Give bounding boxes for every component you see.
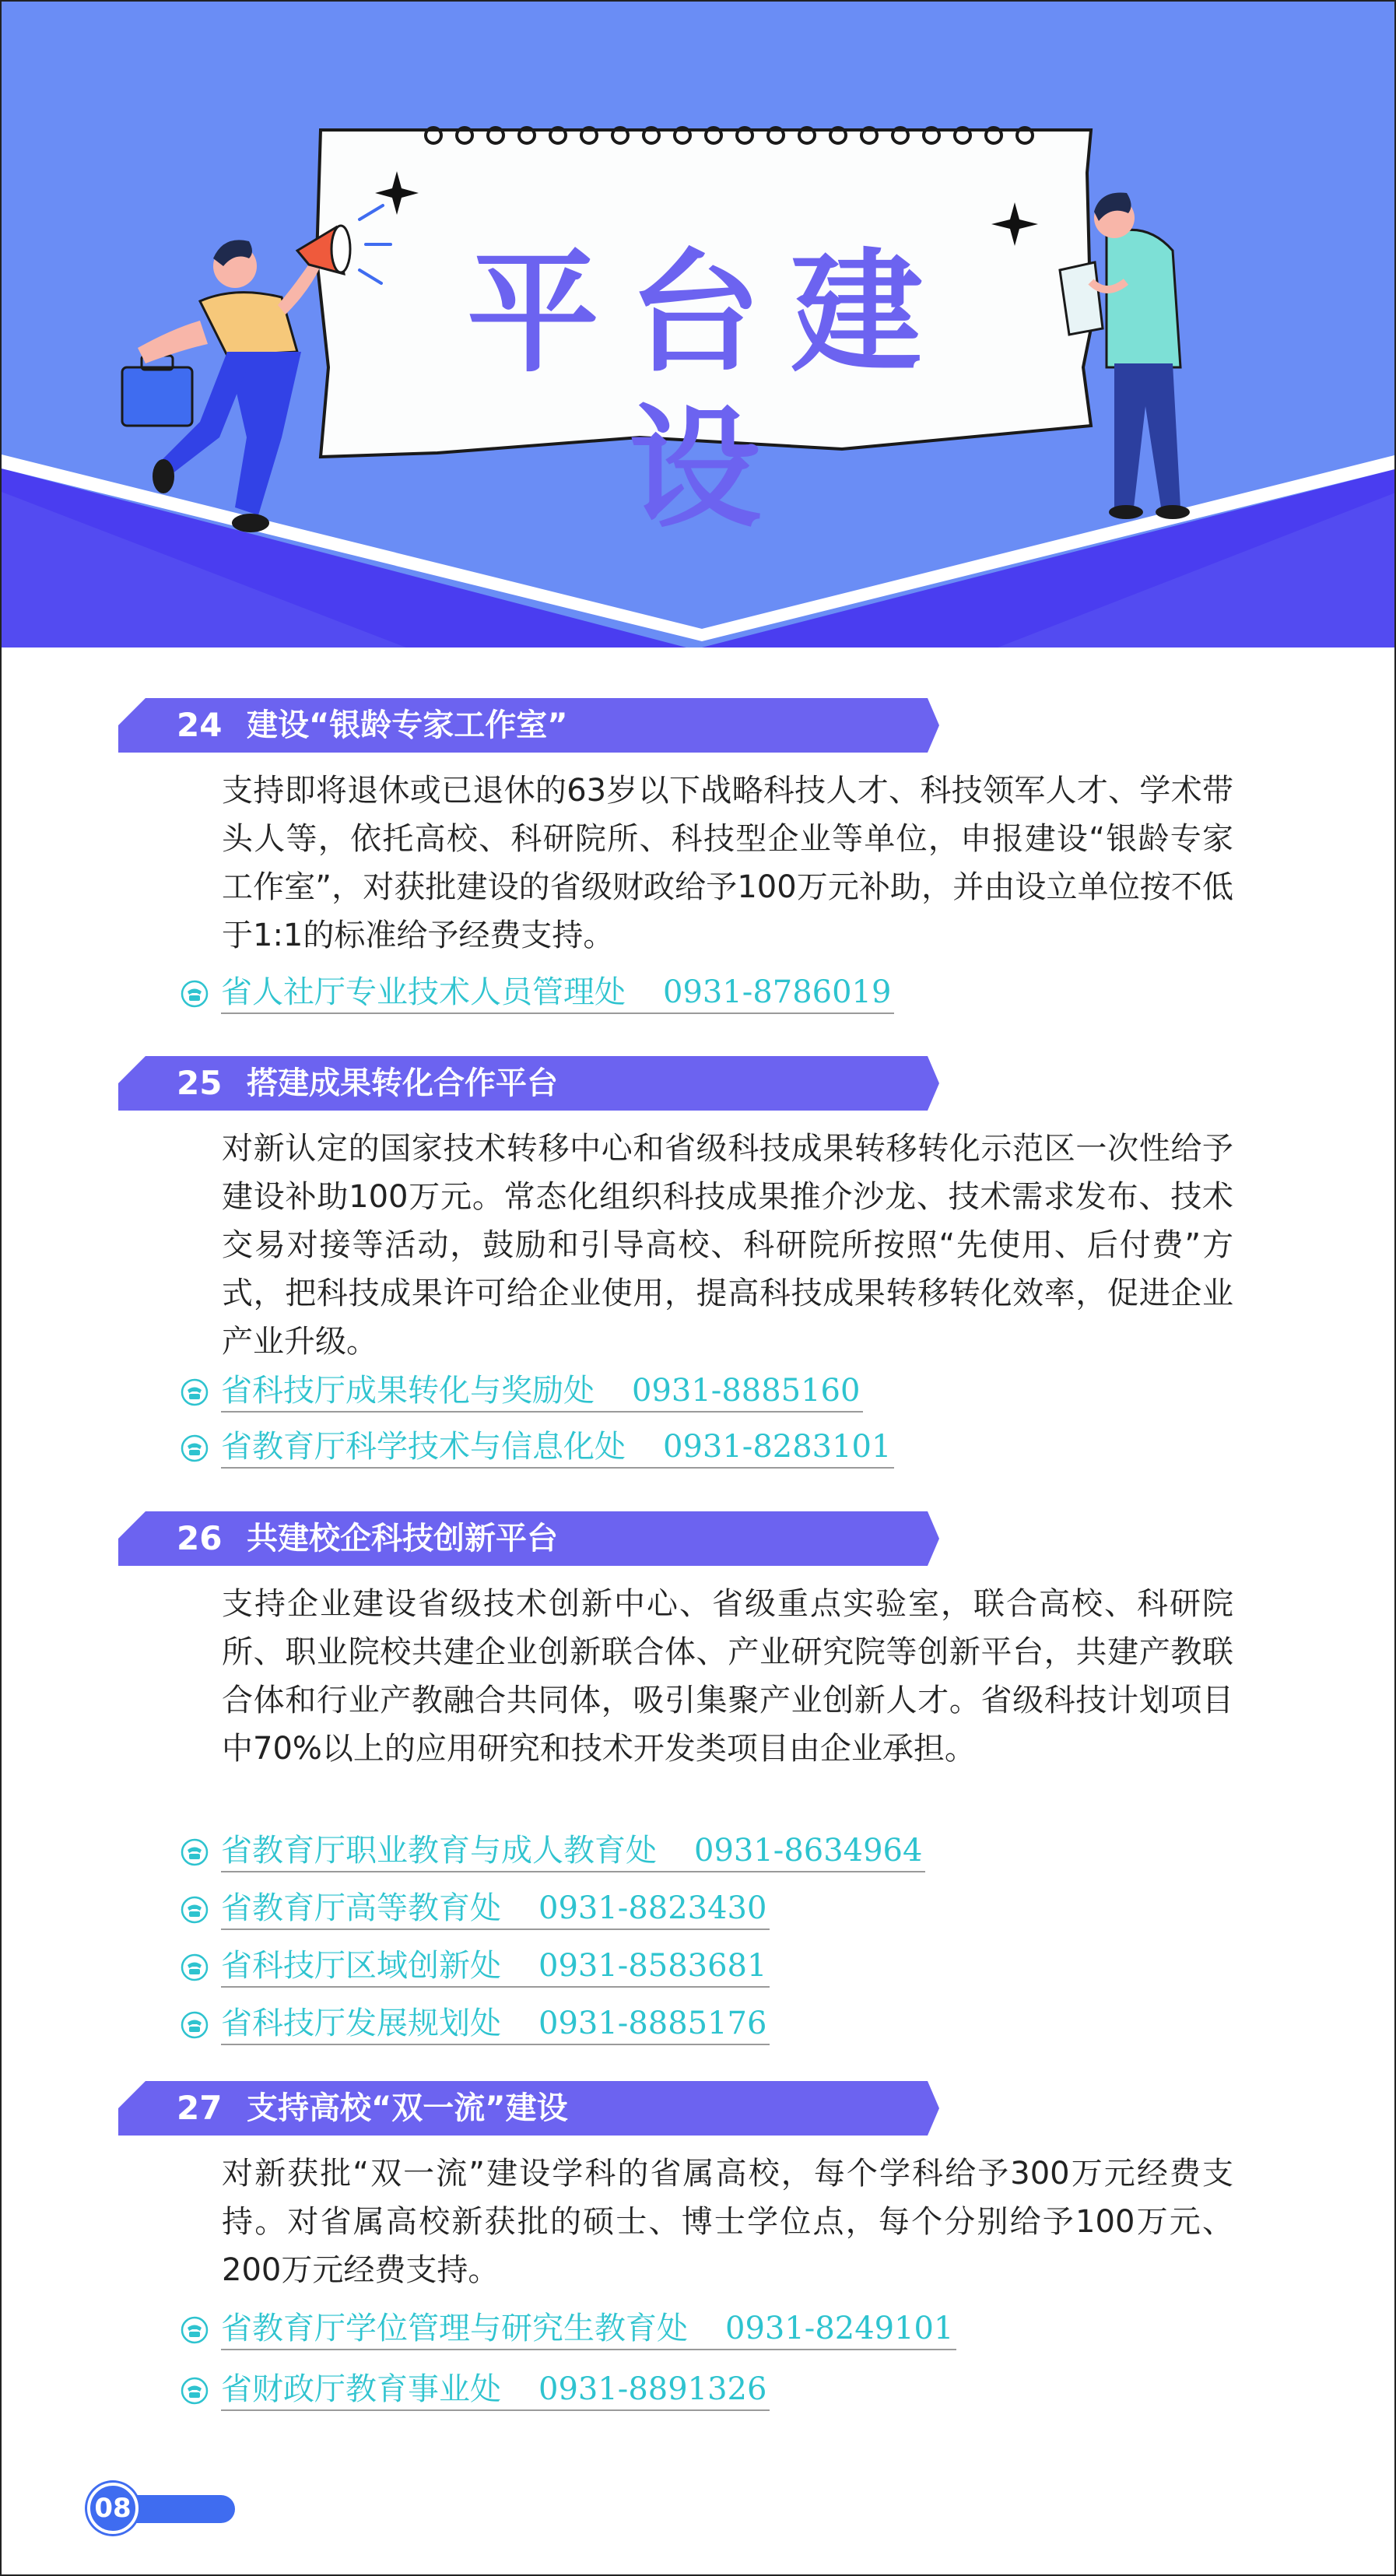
contact-department: 省教育厅职业教育与成人教育处: [221, 1833, 657, 1869]
contact-department: 省财政厅教育事业处: [221, 2371, 501, 2407]
contact-department: 省科技厅成果转化与奖励处: [221, 1373, 595, 1409]
section-number: 26: [177, 1519, 223, 1557]
section-body: 支持即将退休或已退休的63岁以下战略科技人才、科技领军人才、学术带头人等，依托高校、科研院所、科技型企业等单位，申报建设“银龄专家工作室”，对获批建设的省级财政给予100万元补助，并由设立单位按不低于1:1的标准给予经费支持。: [222, 773, 1233, 953]
contact-department: 省科技厅发展规划处: [221, 2006, 501, 2041]
section-number: 24: [177, 706, 223, 744]
contact-phone: 0931-8634964: [694, 1833, 923, 1869]
section-title: 搭建成果转化合作平台: [247, 1065, 558, 1101]
phone-icon: [181, 1953, 209, 1981]
contact-link[interactable]: [221, 2307, 956, 2350]
contact-department: 省科技厅区域创新处: [221, 1948, 501, 1984]
contact-phone: 0931-8283101: [663, 1429, 892, 1465]
contact-link[interactable]: [221, 1886, 770, 1930]
contact-link[interactable]: [221, 2002, 770, 2045]
phone-icon: [181, 1838, 209, 1866]
section-number: 27: [177, 2089, 223, 2127]
contact-link[interactable]: [221, 2367, 770, 2411]
contact-phone: 0931-8823430: [538, 1890, 767, 1926]
section-header: [118, 1511, 939, 1566]
section-header: [118, 2081, 939, 2136]
section-title: 共建校企科技创新平台: [247, 1521, 558, 1556]
section-header: [118, 1056, 939, 1111]
contact-phone: 0931-8786019: [663, 974, 892, 1010]
phone-icon: [181, 2316, 209, 2344]
contact-link[interactable]: [221, 970, 894, 1014]
contact-link[interactable]: [221, 1829, 925, 1872]
section-body: 对新获批“双一流”建设学科的省属高校，每个学科给予300万元经费支持。对省属高校新获批的硕士、博士学位点，每个分别给予100万元、200万元经费支持。: [222, 2156, 1233, 2288]
header-banner: [2, 2, 1396, 648]
contact-phone: 0931-8249101: [725, 2311, 954, 2346]
contact-department: 省教育厅高等教育处: [221, 1890, 501, 1926]
contact-phone: 0931-8885176: [538, 2006, 767, 2041]
phone-icon: [181, 980, 209, 1008]
section-title: 支持高校“双一流”建设: [247, 2090, 568, 2126]
phone-icon: [181, 1896, 209, 1924]
contact-link[interactable]: [221, 1944, 770, 1988]
section-body: 支持企业建设省级技术创新中心、省级重点实验室，联合高校、科研院所、职业院校共建企业创新联合体、产业研究院等创新平台，共建产教联合体和行业产教融合共同体，吸引集聚产业创新人才。省级科技计划项目中70%以上的应用研究和技术开发类项目由企业承担。: [222, 1586, 1233, 1767]
contact-department: 省教育厅科学技术与信息化处: [221, 1429, 626, 1465]
section-body: 对新认定的国家技术转移中心和省级科技成果转移转化示范区一次性给予建设补助100万元。常态化组织科技成果推介沙龙、技术需求发布、技术交易对接等活动，鼓励和引导高校、科研院所按照“先使用、后付费”方式，把科技成果许可给企业使用，提高科技成果转移转化效率，促进企业产业升级。: [222, 1131, 1233, 1360]
section-header: [118, 698, 939, 753]
contact-department: 省教育厅学位管理与研究生教育处: [221, 2311, 688, 2346]
section-number: 25: [177, 1064, 223, 1102]
contact-link[interactable]: [221, 1425, 894, 1469]
contact-phone: 0931-8891326: [538, 2371, 767, 2407]
phone-icon: [181, 2011, 209, 2039]
contact-link[interactable]: [221, 1369, 863, 1413]
page-number-badge: [87, 2483, 235, 2534]
contact-phone: 0931-8885160: [632, 1373, 861, 1409]
phone-icon: [181, 1378, 209, 1406]
phone-icon: [181, 1434, 209, 1462]
contact-phone: 0931-8583681: [538, 1948, 767, 1984]
contact-department: 省人社厅专业技术人员管理处: [221, 974, 626, 1010]
page-title: 平台建设: [466, 235, 952, 546]
section-title: 建设“银龄专家工作室”: [247, 707, 568, 743]
phone-icon: [181, 2377, 209, 2405]
page-number: 08: [94, 2493, 132, 2524]
